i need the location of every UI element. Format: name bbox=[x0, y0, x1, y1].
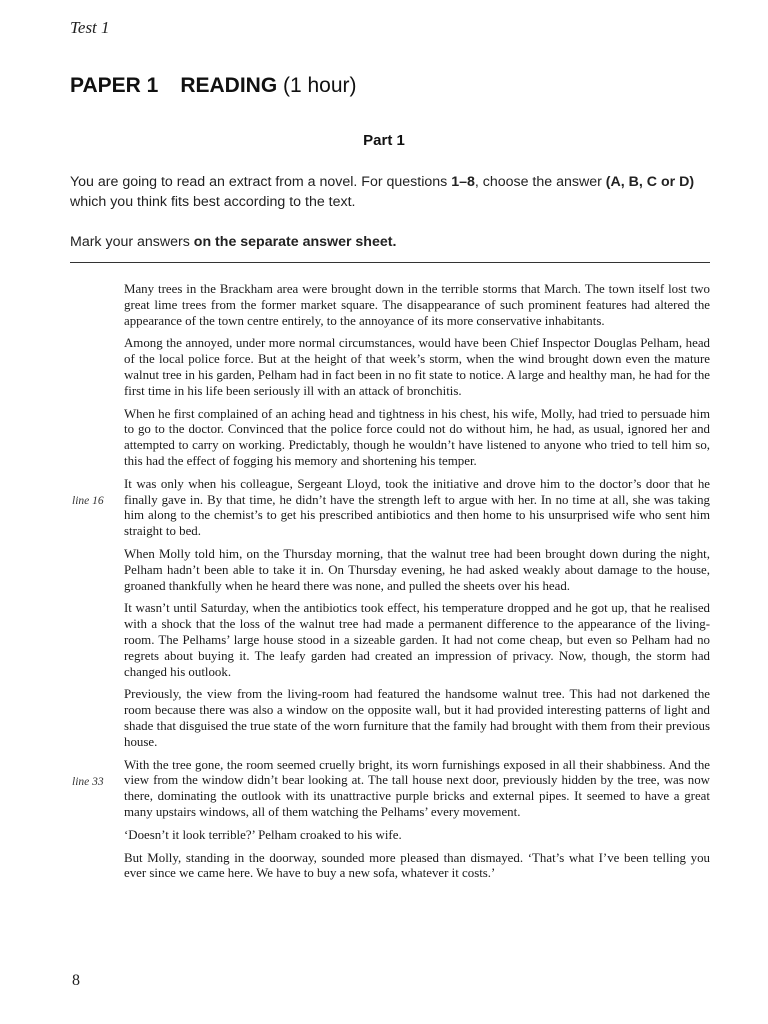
passage-paragraph-1: Many trees in the Brackham area were brought down in the terrible storms that March. The town itself lost two great lime trees from the former market square. The disappearance of such prominent features had altered the appearance of the town centre entirely, to the annoyance of its more conservative inhabitants. bbox=[124, 282, 710, 328]
instructions-intro: You are going to read an extract from a novel. For questions bbox=[70, 174, 452, 190]
question-range: 1–8 bbox=[451, 174, 475, 190]
instructions-mid: , choose the answer bbox=[474, 174, 606, 190]
instructions-end: which you think fits best according to the text. bbox=[70, 194, 356, 210]
duration-label: (1 hour) bbox=[283, 74, 357, 97]
passage-paragraph-2: Among the annoyed, under more normal circumstances, would have been Chief Inspector Douglas Pelham, head of the local police force. But at the height of that week’s storm, when the wind brought down even the mature walnut tree in his garden, Pelham had in fact been in no fit state to notice. A large and healthy man, he had for the first time in his life been seriously ill with an attack of bronchitis. bbox=[124, 336, 710, 398]
answer-note-prefix: Mark your answers bbox=[70, 234, 194, 250]
paper-title bbox=[70, 74, 357, 98]
reading-passage bbox=[72, 282, 710, 889]
page-number: 8 bbox=[72, 972, 80, 989]
passage-paragraph-4 bbox=[72, 476, 710, 540]
line-16-marker: line 16 bbox=[72, 494, 104, 507]
running-head: Test 1 bbox=[70, 18, 110, 37]
answer-note-bold: on the separate answer sheet. bbox=[193, 234, 397, 250]
passage-paragraph-5: When Molly told him, on the Thursday morning, that the walnut tree had been brought down during the night, Pelham hadn’t been able to take it in. On Thursday evening, he had asked weakly about damage to the house, groaned thankfully when he heard there was none, and pulled the sheets over his head. bbox=[124, 546, 710, 593]
passage-paragraph-8-text: With the tree gone, the room seemed cruelly bright, its worn furnishings exposed in all their shabbiness. And the view from the window didn’t bear looking at. The tall house next door, previously hidden by the tree, was now there, dominating the outlook with its unattractive purple bricks and external pipes. It seemed to have a great many upstairs windows, all of them watching the Pelhams’ every movement. bbox=[124, 757, 710, 819]
passage-paragraph-10: But Molly, standing in the doorway, sounded more pleased than dismayed. ‘That’s what I’ve been telling you ever since we came here. We have to buy a new sofa, whatever it costs.’ bbox=[124, 850, 710, 881]
divider-rule bbox=[70, 262, 710, 263]
passage-paragraph-9: ‘Doesn’t it look terrible?’ Pelham croaked to his wife. bbox=[124, 827, 402, 842]
part-heading: Part 1 bbox=[363, 132, 405, 149]
passage-paragraph-3: When he first complained of an aching head and tightness in his chest, his wife, Molly, had tried to persuade him to go to the doctor. Convinced that the police force could not do without him, he had, as usual, ignored her and attempted to carry on working. Predictably, though he wouldn’t have listened to anyone who tried to tell him so, this had the effect of fogging his memory and shortening his temper. bbox=[124, 406, 710, 468]
line-33-marker: line 33 bbox=[72, 775, 104, 788]
answer-sheet-note bbox=[70, 232, 710, 252]
passage-paragraph-4-text: It was only when his colleague, Sergeant Lloyd, took the initiative and drove him to the doctor’s door that he finally gave in. By that time, he didn’t have the strength left to argue with her. In no time at all, she was taking him along to the chemist’s to get his prescribed antibiotics and then home to his unsurprised wife who sent him straight to bed. bbox=[124, 476, 710, 539]
section-label: READING bbox=[180, 74, 278, 97]
answer-options: (A, B, C or D) bbox=[605, 174, 695, 190]
instructions bbox=[70, 172, 710, 212]
passage-paragraph-6: It wasn’t until Saturday, when the antibiotics took effect, his temperature dropped and he got up, that he realised with a shock that the loss of the walnut tree had made a permanent difference to the appearance of the living-room. The Pelhams’ large house stood in a sizeable garden. It had not come cheap, but even so Pelham had no regrets about buying it. The leafy garden had created an impression of privacy. Now, though, the storm had changed his outlook. bbox=[124, 601, 710, 679]
passage-paragraph-7: Previously, the view from the living-room had featured the handsome walnut tree. This had not darkened the room because there was also a window on the opposite wall, but it had provided interesting patterns of light and shade that disguised the true state of the worn furniture that the family had brought with them from their previous house. bbox=[124, 687, 710, 749]
paper-label: PAPER 1 bbox=[70, 74, 159, 97]
passage-paragraph-8 bbox=[72, 757, 710, 821]
